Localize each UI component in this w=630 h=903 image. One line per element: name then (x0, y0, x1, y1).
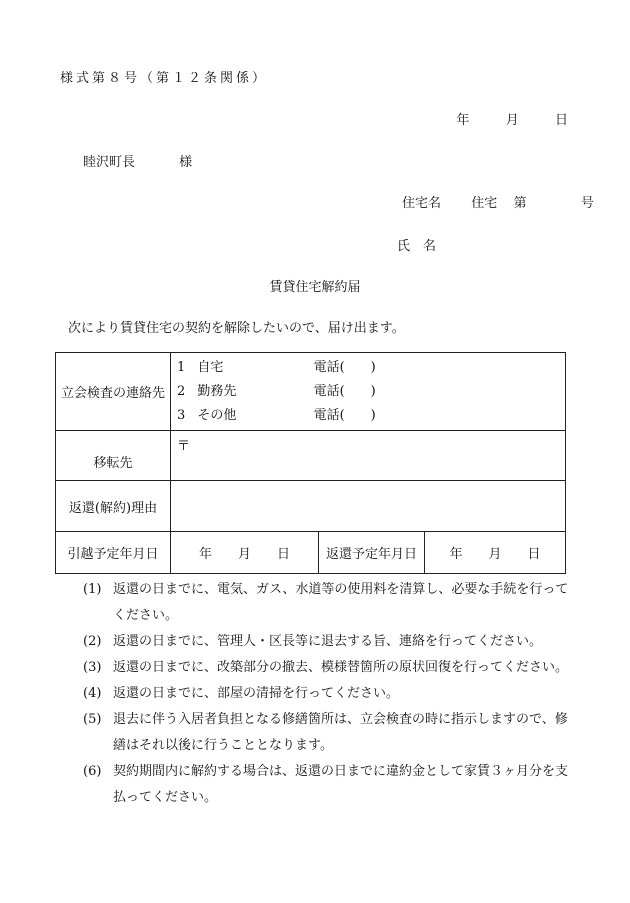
note-item (83, 629, 573, 655)
residence-label: 住宅名 (402, 196, 442, 211)
form-number: 様式第８号（第１２条関係） (60, 71, 269, 86)
contact-phone: 電話( ) (313, 407, 376, 423)
note-text: 退去に伴う入居者負担となる修繕箇所は、立会検査の時に指示しますので、修繕はそれ以後に行うこととなります。 (113, 712, 568, 753)
note-number: (3) (83, 660, 102, 675)
note-item (83, 681, 573, 707)
applicant-name-label: 氏 名 (397, 239, 437, 254)
contact-home (177, 356, 565, 380)
date-year: 年 (456, 113, 470, 128)
contact-other (177, 404, 565, 428)
addressee-honorific: 様 (179, 155, 193, 170)
contact-phone: 電話( ) (313, 359, 376, 375)
note-text: 返還の日までに、管理人・区長等に退去する旨、連絡を行ってください。 (113, 634, 543, 649)
submission-date (456, 109, 568, 128)
dates-row (56, 532, 566, 574)
return-label: 返還予定年月日 (319, 532, 425, 574)
form-table (55, 352, 566, 574)
move-label: 移転先 (56, 431, 171, 481)
note-item (83, 577, 573, 629)
contact-phone: 電話( ) (313, 383, 376, 399)
move-row (56, 431, 566, 481)
note-item (83, 707, 573, 759)
contact-kind: その他 (197, 407, 237, 423)
contact-num: 1 (177, 359, 186, 375)
residence-line (402, 192, 594, 211)
contact-kind: 自宅 (197, 359, 224, 375)
note-number: (2) (83, 634, 102, 649)
note-text: 契約期間内に解約する場合は、返還の日までに違約金として家賃３ヶ月分を支払ってください。 (113, 764, 569, 805)
intro-text: 次により賃貸住宅の契約を解除したいので、届け出ます。 (68, 321, 405, 336)
date-month: 月 (505, 113, 519, 128)
reason-field[interactable] (171, 481, 566, 532)
move-destination-field[interactable] (171, 431, 566, 481)
note-item (83, 759, 573, 811)
note-text: 返還の日までに、改築部分の撤去、模様替箇所の原状回復を行ってください。 (113, 660, 569, 675)
contact-values (171, 353, 566, 431)
residence-number-suffix: 号 (580, 196, 594, 211)
note-text: 返還の日までに、部屋の清掃を行ってください。 (113, 686, 400, 701)
note-number: (1) (83, 582, 102, 597)
note-number: (5) (83, 712, 102, 727)
addressee (83, 151, 192, 170)
addressee-name: 睦沢町長 (83, 155, 136, 170)
note-number: (6) (83, 764, 102, 779)
notes-list (83, 577, 573, 811)
date-day: 日 (554, 113, 568, 128)
contact-kind: 勤務先 (197, 383, 237, 399)
residence-value: 住宅 (471, 196, 498, 211)
residence-number-prefix: 第 (513, 196, 527, 211)
reason-label: 返還(解約)理由 (56, 481, 171, 532)
moveout-label: 引越予定年月日 (56, 532, 171, 574)
postal-mark: 〒 (177, 439, 191, 454)
contact-num: 3 (177, 407, 186, 423)
reason-row (56, 481, 566, 532)
moveout-date-field[interactable]: 年 月 日 (171, 532, 319, 574)
contact-row (56, 353, 566, 431)
contact-work (177, 380, 565, 404)
note-text: 返還の日までに、電気、ガス、水道等の使用料を清算し、必要な手続を行ってください。 (113, 582, 569, 623)
return-date-field[interactable]: 年 月 日 (425, 532, 566, 574)
note-number: (4) (83, 686, 102, 701)
contact-num: 2 (177, 383, 186, 399)
note-item (83, 655, 573, 681)
document-title: 賃貸住宅解約届 (269, 280, 361, 295)
contact-label: 立会検査の連絡先 (56, 353, 171, 431)
